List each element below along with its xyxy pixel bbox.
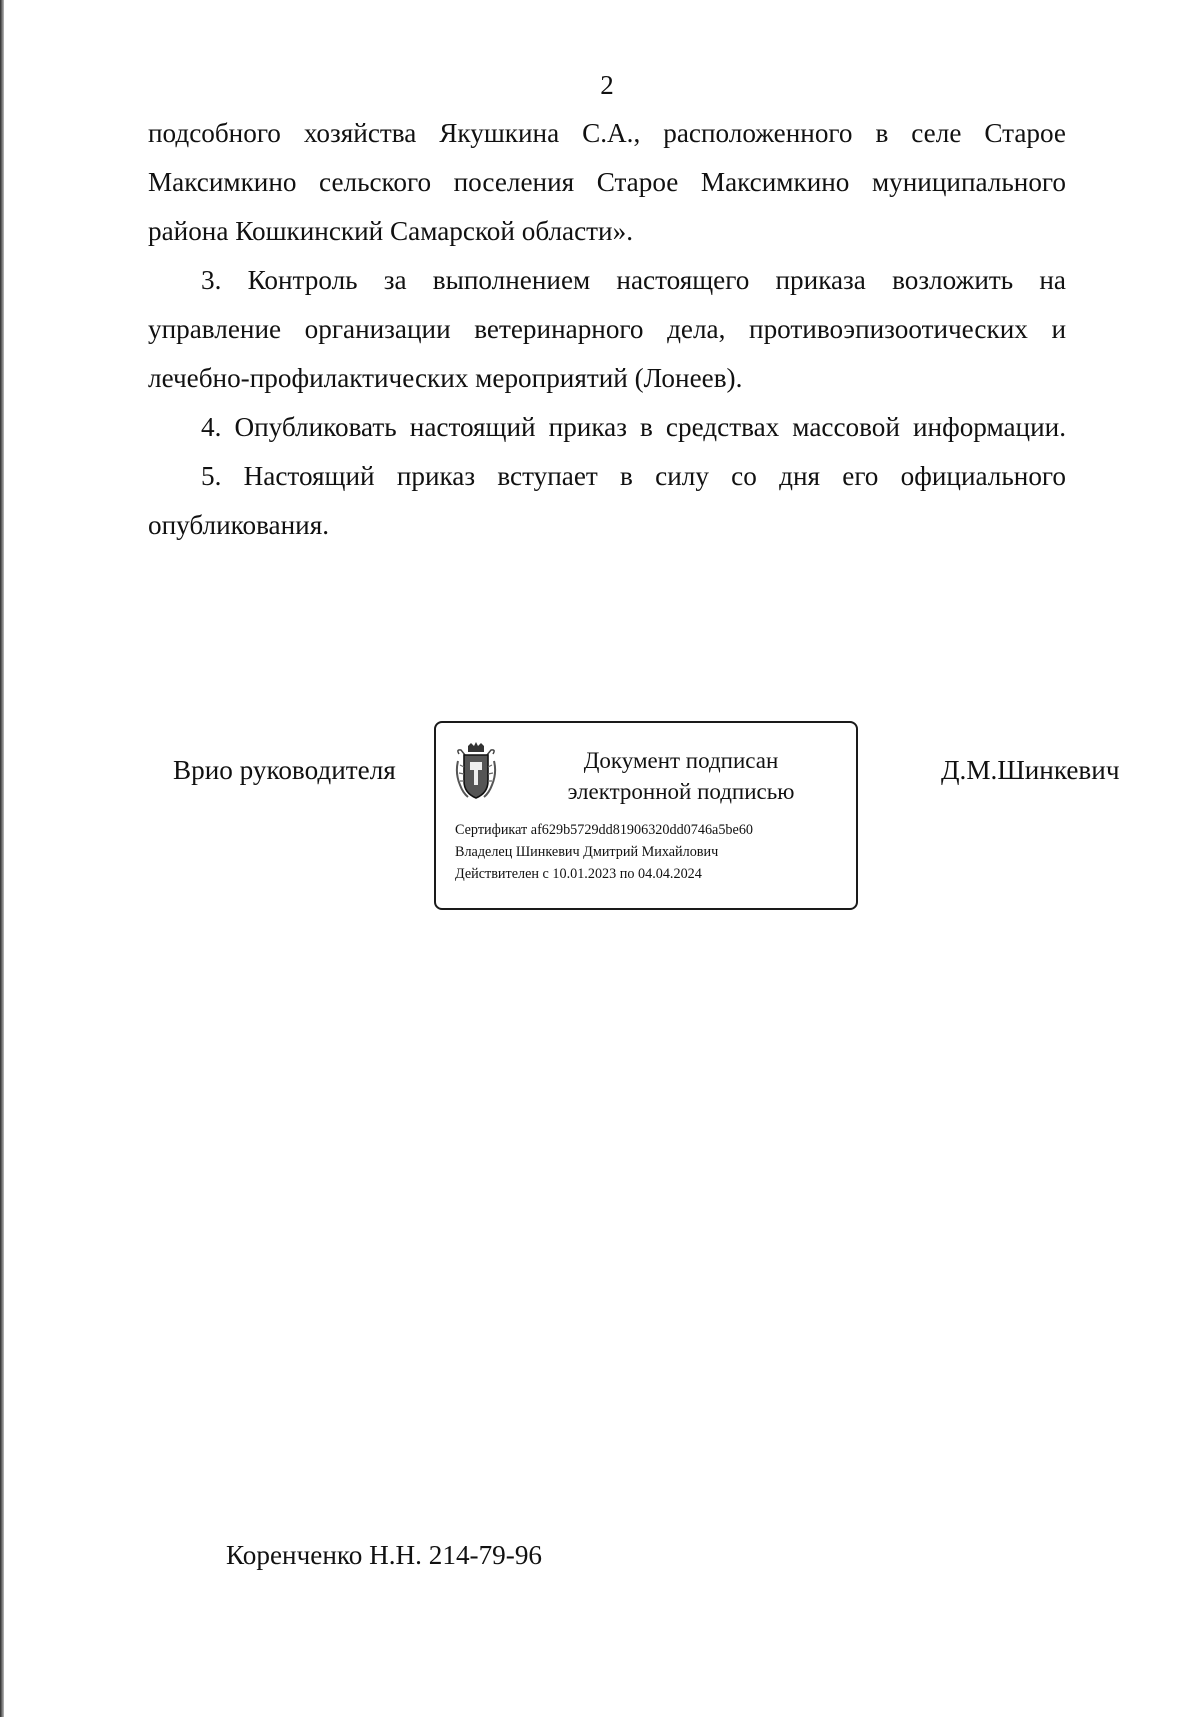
signer-name: Д.М.Шинкевич (941, 755, 1120, 785)
stamp-title-line-1: Документ подписан (583, 748, 779, 773)
paragraph-5-line-1: 5. Настоящий приказ вступает в силу со дня его официального (201, 461, 1066, 491)
paragraph-4-line-1: 4. Опубликовать настоящий приказ в средствах массовой информации. (201, 412, 1066, 442)
body-line-3: района Кошкинский Самарской области». (148, 216, 633, 246)
body-line-2: Максимкино сельского поселения Старое Максимкино муниципального (148, 167, 1066, 197)
certificate-owner: Владелец Шинкевич Дмитрий Михайлович (455, 844, 719, 860)
samara-coat-of-arms-icon (454, 741, 498, 801)
paragraph-3-line-3: лечебно-профилактических мероприятий (Лонеев). (148, 363, 743, 393)
scan-edge-shadow (0, 0, 4, 1717)
paragraph-3-line-2: управление организации ветеринарного дела, противоэпизоотических и (148, 314, 1066, 344)
executor-contact: Коренченко Н.Н. 214-79-96 (226, 1540, 543, 1570)
paragraph-5-line-2: опубликования. (148, 510, 330, 540)
signer-position: Врио руководителя (173, 755, 396, 785)
certificate-validity: Действителен с 10.01.2023 по 04.04.2024 (455, 866, 702, 882)
stamp-title-line-2: электронной подписью (567, 779, 795, 804)
electronic-signature-stamp (434, 721, 858, 910)
body-line-1: подсобного хозяйства Якушкина С.А., расположенного в селе Старое (148, 118, 1066, 148)
page-number: 2 (600, 70, 614, 100)
certificate-number: Сертификат af629b5729dd81906320dd0746a5be60 (455, 822, 754, 838)
paragraph-3-line-1: 3. Контроль за выполнением настоящего приказа возложить на (201, 265, 1066, 295)
